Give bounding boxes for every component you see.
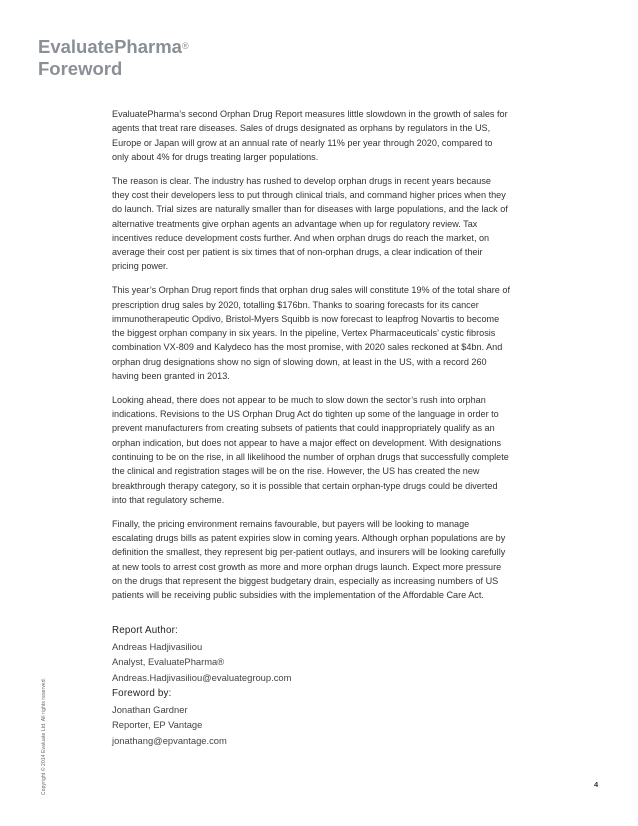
brand-name [38, 36, 189, 58]
report-author-label: Report Author: [112, 625, 178, 636]
paragraph-5: Finally, the pricing environment remains favourable, but payers will be looking to manage escalating drugs bills as patent expiries slow in coming years. Although orphan populations are by definition the smallest, they represent big per-patient outlays, and insurers will be looking carefully at new tools to arrest cost growth as more and more orphan drugs launch. Expect more pressure on the drugs that represent the biggest budgetary drain, especially as increasing numbers of US patients will be receiving public subsidies with the implementation of the Affordable Care Act. [112, 518, 506, 601]
foreword-by-name: Jonathan Gardner [112, 703, 188, 715]
copyright-notice: Copyright © 2014 Evaluate Ltd. All rights reserved. [41, 677, 47, 795]
foreword-by-role: Reporter, EP Vantage [112, 719, 203, 730]
report-author-block [112, 623, 510, 685]
report-author-email[interactable]: Andreas.Hadjivasiliou@evaluategroup.com [112, 671, 292, 683]
foreword-by-email[interactable]: jonathang@epvantage.com [112, 734, 227, 746]
report-author-role: Analyst, EvaluatePharma® [112, 656, 225, 667]
paragraph-1: EvaluatePharma’s second Orphan Drug Report measures little slowdown in the growth of sales for agents that treat rare diseases. Sales of drugs designated as orphans by regulators in the US, Europe or Japan will grow at an annual rate of nearly 11% per year through 2020, compared to only about 4% for drugs treating larger populations. [112, 109, 508, 162]
brand-name-text: EvaluatePharma [38, 36, 182, 57]
paragraph-3: This year’s Orphan Drug report finds that orphan drug sales will constitute 19% of the total share of prescription drug sales by 2020, totalling $176bn. Thanks to soaring forecasts for its cancer immunotherapeutic Opdivo, Bristol-Myers Squibb is now forecast to leapfrog Novartis to become the biggest orphan company in six years. In the pipeline, Vertex Pharmaceuticals’ cystic fibrosis combination VX-809 and Kalydeco has the most promise, with 2020 sales reckoned at $4bn. And orphan drug designations show no sign of slowing down, at least in the US, with a record 260 having been granted in 2013. [112, 285, 510, 382]
registered-mark: ® [181, 41, 189, 51]
foreword-by-label: Foreword by: [112, 688, 172, 699]
paragraph-2: The reason is clear. The industry has rushed to develop orphan drugs in recent years because they cost their developers less to put through clinical trials, and command higher prices when they do launch. Trial sizes are naturally smaller than for diseases with large populations, and the lack of alternative treatments give orphan agents an advantage when up for regulatory review. Tax incentives reduce development costs further. And when orphan drugs do reach the market, on average their cost per patient is six times that of non-orphan drugs, a clear indication of their pricing power. [112, 175, 508, 272]
page-number: 4 [594, 780, 599, 789]
paragraph-4: Looking ahead, there does not appear to be much to slow down the sector’s rush into orphan indications. Revisions to the US Orphan Drug Act do tighten up some of the language in order to prevent manufacturers from creating subsets of patients that could inappropriately qualify as an orphan indication, but does not appear to have a major effect on development. With designations continuing to be on the rise, in all likelihood the number of orphan drugs that successfully complete the clinical and registration stages will be on the rise. However, the US has created the new breakthrough therapy category, so it is possible that certain orphan-type drugs could be diverted into that regulatory scheme. [112, 394, 509, 505]
report-author-name: Andreas Hadjivasiliou [112, 640, 203, 652]
foreword-by-block [112, 686, 510, 748]
page-title: Foreword [38, 58, 123, 79]
foreword-body [112, 107, 510, 612]
